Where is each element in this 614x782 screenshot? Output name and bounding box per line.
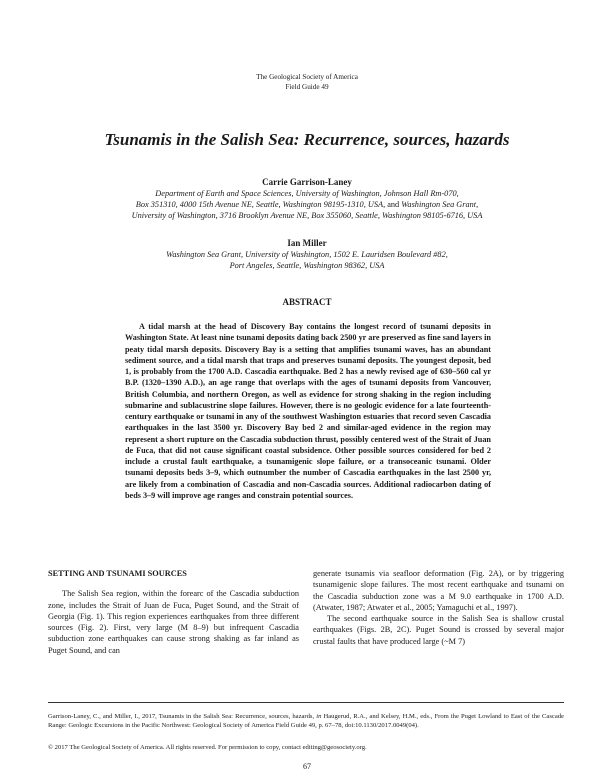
publisher-name: The Geological Society of America: [256, 73, 358, 81]
footer-divider: [48, 702, 564, 703]
author-affiliation: [60, 249, 554, 271]
affiliation-line: Port Angeles, Seattle, Washington 98362, USA: [229, 261, 385, 271]
affiliation-conjunction: and: [387, 200, 400, 210]
author-name: Carrie Garrison-Laney: [262, 177, 352, 187]
body-paragraph: The Salish Sea region, within the forearc of the Cascadia subduction zone, includes the Strait of Juan de Fuca, Puget Sound, and the Strait of Georgia (Fig. 1). This region experiences earthquakes from three different sources (Fig. 2). First, very large (M 8–9) but infrequent Cascadia subduction zone earthquakes can cause strong shaking as far inland as Puget Sound, and can: [48, 589, 299, 655]
citation-in: in: [316, 713, 322, 720]
affiliation-line: Department of Earth and Space Sciences, University of Washington, Johnson Hall Rm-070,: [155, 189, 459, 198]
abstract-heading: ABSTRACT: [282, 297, 332, 307]
abstract-text: A tidal marsh at the head of Discovery Bay contains the longest record of tsunami deposits in Washington State. At least nine tsunami deposits dating back 2500 yr are preserved as fine sand layers in peaty tidal marsh deposits. Discovery Bay is a setting that amplifies tsunami waves, has an abundant sediment source, and a tidal marsh that traps and preserves tsunami deposits. The youngest deposit, bed 1, is probably from the 1700 A.D. Cascadia earthquake. Bed 2 has a newly revised age of 630–560 cal yr B.P. (1320–1390 A.D.), an age range that overlaps with the ages of tsunami deposits from Vancouver, British Columbia, and northern Oregon, as well as evidence for strong shaking in the region including submarine and sublacustrine slope failures. However, there is no geologic evidence for a late fourteenth-century earthquake or tsunami in any of the southwest Washington estuaries that record seven Cascadia earthquakes in the last 3500 yr. Discovery Bay bed 2 and similar-aged evidence in the region may represent a short rupture on the Cascadia subduction thrust, possibly centered west of the Strait of Juan de Fuca, that did not cause significant coastal subsidence. Other possible sources considered for bed 2 include a crustal fault earthquake, a tsunamigenic slope failure, or a transoceanic tsunami. Older tsunami deposits beds 3–9, which outnumber the number of Cascadia earthquakes in the last 2500 yr, are likely from a combination of Cascadia and non-Cascadia sources. Additional radiocarbon dating of beds 3–9 will improve age ranges and constrain potential sources.: [125, 322, 491, 500]
copyright-notice: © 2017 The Geological Society of America. All rights reserved. For permission to copy, contact editing@geosociety.org.: [48, 744, 367, 751]
affiliation-line: Washington Sea Grant, University of Washington, 1502 E. Lauridsen Boulevard #82,: [166, 250, 448, 259]
body-column-right: [313, 568, 564, 647]
body-column-left: [48, 568, 299, 656]
citation-authors: Garrison-Laney, C., and Miller, I., 2017, Tsunamis in the Salish Sea: Recurrence, sources, hazards,: [48, 713, 315, 720]
author-affiliation: [60, 188, 554, 222]
author-block-1: [60, 176, 554, 222]
series-header: [0, 72, 614, 92]
citation-source: Haugerud, R.A., and Kelsey, H.M., eds., From the Puget Lowland to East of the Cascade Range: Geologic Excursions in the Pacific Northwest: Geological Society of America Field Guide 49, p. 67–78, doi:10.1130/2017.0049(04).: [48, 713, 564, 730]
affiliation-line: Washington Sea Grant,: [401, 200, 479, 210]
series-number: Field Guide 49: [285, 83, 329, 91]
body-paragraph: generate tsunamis via seafloor deformation (Fig. 2A), or by triggering tsunamigenic slope failures. The most recent earthquake and tsunami on the Cascadia subduction zone was a M 9.0 earthquake in 1700 A.D. (Atwater, 1987; Atwater et al., 2005; Yamaguchi et al., 1997).: [313, 569, 564, 612]
citation: [48, 712, 564, 731]
paper-title: Tsunamis in the Salish Sea: Recurrence, sources, hazards: [104, 130, 510, 149]
affiliation-line: Box 351310, 4000 15th Avenue NE, Seattle, Washington 98195-1310, USA,: [135, 200, 386, 210]
section-heading: SETTING AND TSUNAMI SOURCES: [48, 569, 187, 578]
body-paragraph: The second earthquake source in the Salish Sea is shallow crustal earthquakes (Figs. 2B, 2C). Puget Sound is crossed by several major crustal faults that have produced large (~M 7): [313, 614, 564, 646]
author-block-2: [60, 237, 554, 271]
affiliation-line: University of Washington, 3716 Brooklyn Avenue NE, Box 355060, Seattle, Washington 98105-6716, USA: [131, 211, 483, 221]
author-name: Ian Miller: [287, 238, 327, 248]
page-number: 67: [303, 762, 311, 771]
